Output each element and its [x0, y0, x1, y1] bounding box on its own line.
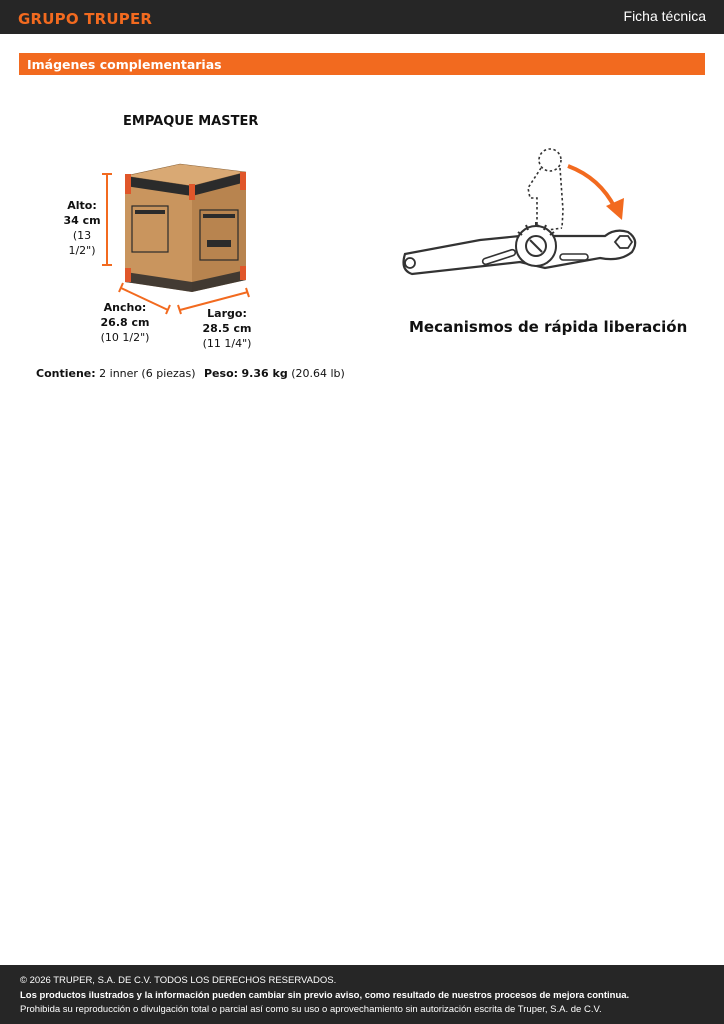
brand-logo: GRUPO TRUPER	[18, 10, 153, 28]
weight-label: Peso:	[204, 367, 239, 380]
width-cm: 26.8 cm	[100, 316, 150, 329]
contents-value: 2 inner (6 piezas)	[99, 367, 196, 380]
height-in: (13 1/2")	[68, 229, 96, 257]
packaging-title: EMPAQUE MASTER	[123, 114, 259, 129]
height-cm: 34 cm	[63, 214, 101, 227]
weight-kg: 9.36 kg	[241, 367, 288, 380]
mechanism-caption: Mecanismos de rápida liberación	[409, 318, 688, 336]
width-label: Ancho:	[103, 301, 147, 314]
footer	[0, 965, 724, 1024]
quick-release-mechanism-illustration	[0, 0, 724, 400]
length-in: (11 1/4")	[202, 337, 252, 350]
document-type: Ficha técnica	[623, 8, 706, 24]
weight-lb: (20.64 lb)	[291, 367, 345, 380]
height-label: Alto:	[67, 199, 97, 212]
footer-notice: Los productos ilustrados y la información pueden cambiar sin previo aviso, como resultado de nuestros procesos de mejora continua.	[20, 990, 630, 1001]
width-in: (10 1/2")	[100, 331, 150, 344]
footer-copyright: © 2026 TRUPER, S.A. DE C.V. TODOS LOS DERECHOS RESERVADOS.	[20, 975, 337, 986]
length-cm: 28.5 cm	[202, 322, 252, 335]
length-label: Largo:	[207, 307, 247, 320]
section-title: Imágenes complementarias	[27, 57, 222, 72]
footer-prohibition: Prohibida su reproducción o divulgación total o parcial así como su uso o aprovechamiento sin autorización escrita de Truper, S.A. de C.V.	[20, 1004, 602, 1015]
contents-label: Contiene:	[36, 367, 96, 380]
